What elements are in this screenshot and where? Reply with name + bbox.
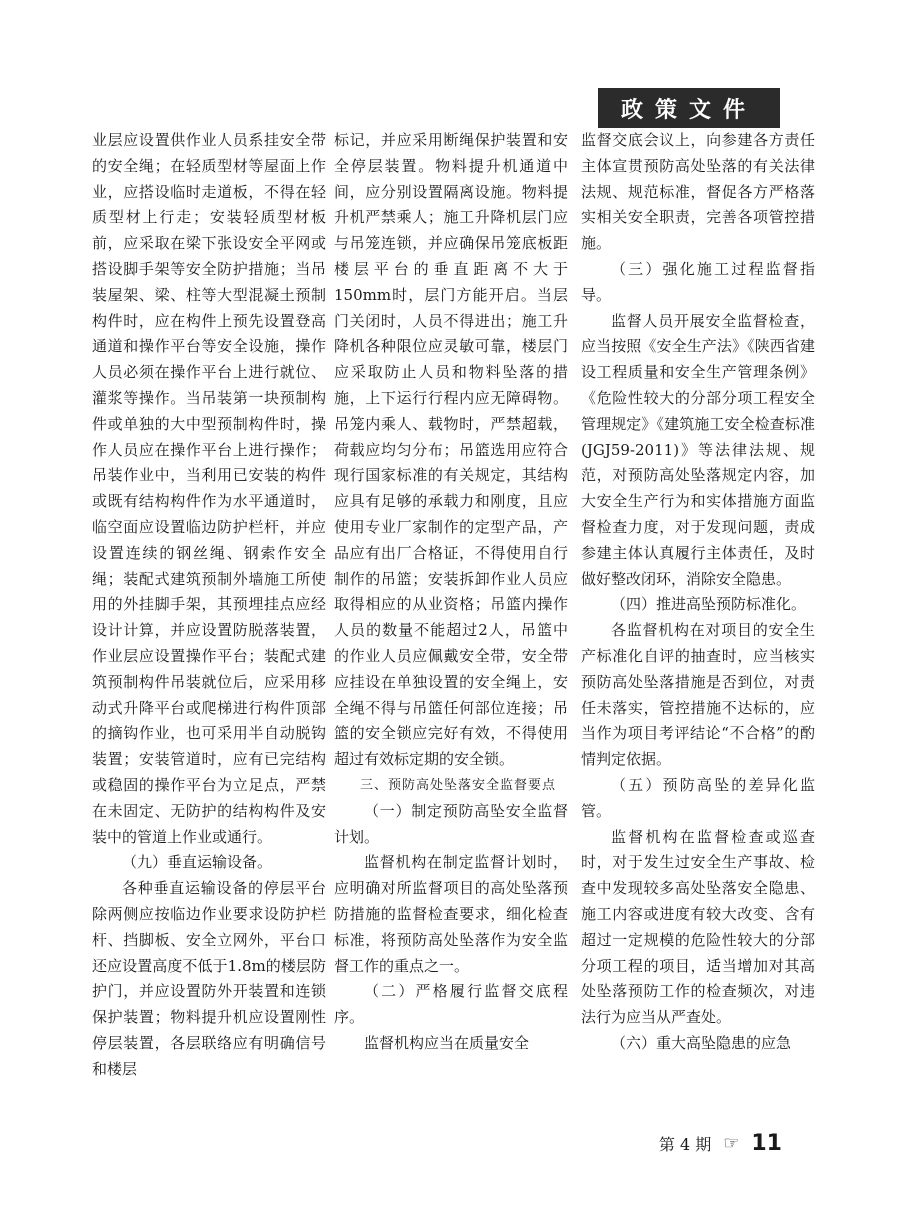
paragraph: 监督机构应当在质量安全	[364, 1033, 530, 1052]
paragraph: 业层应设置供作业人员系挂安全带的安全绳；在轻质型材等屋面上作业，应搭设临时走道板，不得在轻质型材上行走；安装轻质型材板前，应采取在梁下张设安全平网或搭设脚手架等安全防护措施；当吊装屋架、梁、柱等大型混凝土预制构件时，应在构件上预先设置登高通道和操作平台等安全设施，操作人员必须在操作平台上进行就位、灌浆等操作。当吊装第一块预制构件或单独的大中型预制构件时，操作人员应在操作平台上进行操作；吊装作业中，当利用已安装的构件或既有结构构件作为水平通道时，临空面应设置临边防护栏杆，并应设置连续的钢丝绳、钢索作安全绳；装配式建筑预制外墙施工所使用的外挂脚手架，其预埋挂点应经设计计算，并应设置防脱落装置，作业层应设置操作平台；装配式建筑预制构件吊装就位后，应采用移动式升降平台或爬梯进行构件顶部的摘钩作业，也可采用半自动脱钩装置；安装管道时，应有已完结构或稳固的操作平台为立足点，严禁在未固定、无防护的结构构件及安装中的管道上作业或通行。	[92, 131, 326, 846]
page-footer	[659, 1128, 782, 1158]
paragraph: （一）制定预防高坠安全监督计划。	[334, 801, 568, 846]
paragraph: 标记，并应采用断绳保护装置和安全停层装置。物料提升机通道中间，应分别设置隔离设施。物料提升机严禁乘人；施工升降机层门应与吊笼连锁，并应确保吊笼底板距楼层平台的垂直距离不大于150mm时，层门方能开启。当层门关闭时，人员不得进出；施工升降机各种限位应灵敏可靠，楼层门应采取防止人员和物料坠落的措施，上下运行行程内应无障碍物。吊笼内乘人、载物时，严禁超载，荷载应均匀分布；吊篮选用应符合现行国家标准的有关规定，其结构应具有足够的承载力和刚度，且应使用专业厂家制作的定型产品，产品应有出厂合格证，不得使用自行制作的吊篮；安装拆卸作业人员应取得相应的从业资格；吊篮内操作人员的数量不能超过2人，吊篮中的作业人员应佩戴安全带，安全带应挂设在单独设置的安全绳上，安全绳不得与吊篮任何部位连接；吊篮的安全锁应完好有效，不得使用超过有效标定期的安全锁。	[334, 131, 568, 769]
paragraph: 监督机构在监督检查或巡查时，对于发生过安全生产事故、检查中发现较多高处坠落安全隐患、施工内容或进度有较大改变、含有超过一定规模的危险性较大的分部分项工程的项目，适当增加对其高处坠落预防工作的检查频次，对违法行为应当从严查处。	[581, 827, 815, 1027]
section-tag: 政策文件	[598, 88, 780, 128]
text-column-3	[581, 128, 815, 1128]
pointing-hand-icon: ☞	[723, 1132, 740, 1154]
paragraph: （五）预防高坠的差异化监管。	[581, 775, 815, 820]
paragraph: （二）严格履行监督交底程序。	[334, 982, 568, 1027]
paragraph: （三）强化施工过程监督指导。	[581, 259, 815, 304]
paragraph: （六）重大高坠隐患的应急	[611, 1033, 792, 1052]
paragraph: （九）垂直运输设备。	[122, 853, 273, 872]
issue-label: 第 4 期	[658, 1134, 712, 1154]
text-column-1	[92, 128, 326, 1128]
page-number: 11	[751, 1130, 782, 1156]
section-heading: 三、预防高处坠落安全监督要点	[360, 777, 557, 793]
paragraph: （四）推进高坠预防标准化。	[611, 595, 807, 614]
paragraph: 监督机构在制定监督计划时，应明确对所监督项目的高处坠落预防措施的监督检查要求，细化检查标准，将预防高处坠落作为安全监督工作的重点之一。	[334, 853, 568, 975]
paragraph: 各监督机构在对项目的安全生产标准化自评的抽查时，应当核实预防高处坠落措施是否到位，对责任未落实，管控措施不达标的，应当作为项目考评结论“不合格”的酌情判定依据。	[581, 621, 815, 769]
paragraph: 各种垂直运输设备的停层平台除两侧应按临边作业要求设防护栏杆、挡脚板、安全立网外，平台口还应设置高度不低于1.8m的楼层防护门，并应设置防外开装置和连锁保护装置；物料提升机应设置刚性停层装置，各层联络应有明确信号和楼层	[92, 879, 326, 1078]
paragraph: 监督交底会议上，向参建各方责任主体宣贯预防高处坠落的有关法律法规、规范标准，督促各方严格落实相关安全职责，完善各项管控措施。	[581, 131, 815, 253]
paragraph: 监督人员开展安全监督检查，应当按照《安全生产法》《陕西省建设工程质量和安全生产管理条例》《危险性较大的分部分项工程安全管理规定》《建筑施工安全检查标准(JGJ59-2011)》等法律法规、规范，对预防高处坠落规定内容，加大安全生产行为和实体措施方面监督检查力度，对于发现问题，责成参建主体认真履行主体责任，及时做好整改闭环，消除安全隐患。	[581, 311, 815, 588]
text-column-2	[334, 128, 568, 1128]
